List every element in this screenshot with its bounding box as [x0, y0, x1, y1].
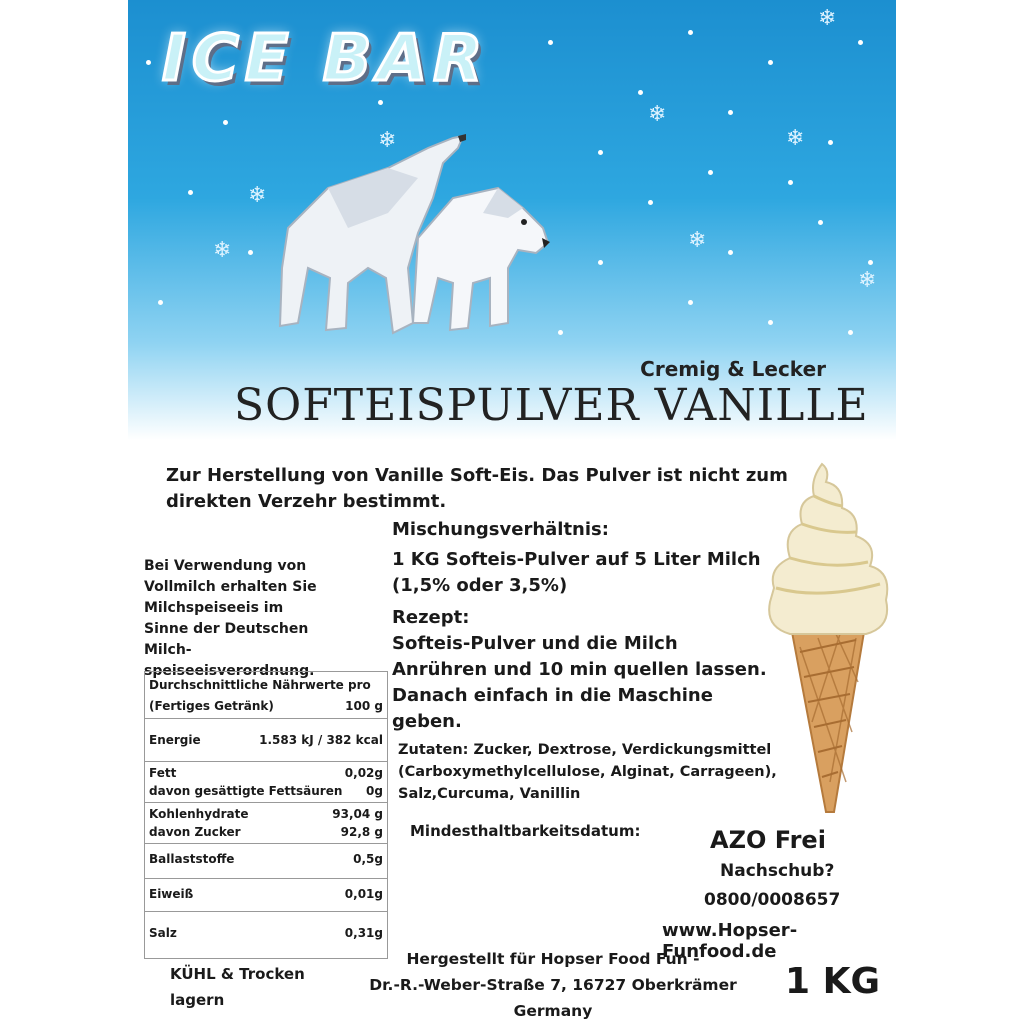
nutrition-table: [144, 671, 388, 959]
best-before-label: Mindesthaltbarkeitsdatum:: [410, 822, 641, 840]
reorder-label: Nachschub?: [720, 861, 835, 881]
snowflake-icon: ❄: [858, 268, 877, 293]
intro-text: Zur Herstellung von Vanille Soft-Eis. Das Pulver ist nicht zum direkten Verzehr bestimmt.: [166, 465, 788, 512]
net-weight: 1 KG: [785, 961, 881, 1002]
snowflake-icon: ❄: [378, 128, 397, 153]
table-row: Eiweiß 0,01g: [145, 878, 387, 911]
phone-number: 0800/0008657: [704, 890, 841, 910]
brand-logo: ICE BAR: [162, 22, 489, 96]
table-row: Kohlenhydrate 93,04 g davon Zucker 92,8 g: [145, 802, 387, 843]
snowflake-icon: ❄: [648, 102, 667, 127]
storage-note: KÜHL & Trocken lagern: [170, 965, 305, 1009]
ingredients-text: Zutaten: Zucker, Dextrose, Verdickungsmittel (Carboxymethylcellulose, Alginat, Carrageen), Salz,Curcuma, Vanillin: [398, 742, 777, 802]
table-row: Ballaststoffe 0,5g: [145, 843, 387, 878]
snowflake-icon: ❄: [786, 126, 805, 151]
table-row: Fett 0,02g davon gesättigte Fettsäuren 0g: [145, 761, 387, 802]
snowflake-icon: ❄: [818, 6, 837, 31]
snowflake-icon: ❄: [213, 238, 232, 263]
milk-note: Bei Verwendung von Vollmilch erhalten Sie Milchspeiseeis im Sinne der Deutschen Milch-speiseeisverordnung.: [144, 558, 317, 679]
recipe-heading: Rezept:: [392, 607, 470, 628]
product-title: SOFTEISPULVER VANILLE: [234, 380, 869, 431]
snowflake-icon: ❄: [248, 183, 267, 208]
nutrition-header: Durchschnittliche Nährwerte pro (Fertiges Getränk) 100 g: [149, 678, 383, 713]
tagline: Cremig & Lecker: [640, 357, 826, 381]
manufacturer-address: Hergestellt für Hopser Food Fun - Dr.-R.-Weber-Straße 7, 16727 Oberkrämer Germany: [369, 950, 737, 1020]
mixing-heading: Mischungsverhältnis:: [392, 519, 609, 540]
snowflake-icon: ❄: [688, 228, 707, 253]
website-link: www.Hopser-Funfood.de: [662, 920, 798, 962]
polar-bears-illustration: [268, 118, 568, 348]
mixing-text: 1 KG Softeis-Pulver auf 5 Liter Milch (1,5% oder 3,5%): [392, 549, 761, 596]
azo-free-label: AZO Frei: [710, 826, 826, 854]
product-label: [128, 0, 896, 1024]
table-row: Energie 1.583 kJ / 382 kcal: [145, 718, 387, 761]
soft-serve-cone-illustration: [760, 462, 896, 814]
recipe-text: Softeis-Pulver und die Milch Anrühren und 10 min quellen lassen. Danach einfach in die Maschine geben.: [392, 633, 767, 732]
table-row: Salz 0,31g: [145, 911, 387, 958]
